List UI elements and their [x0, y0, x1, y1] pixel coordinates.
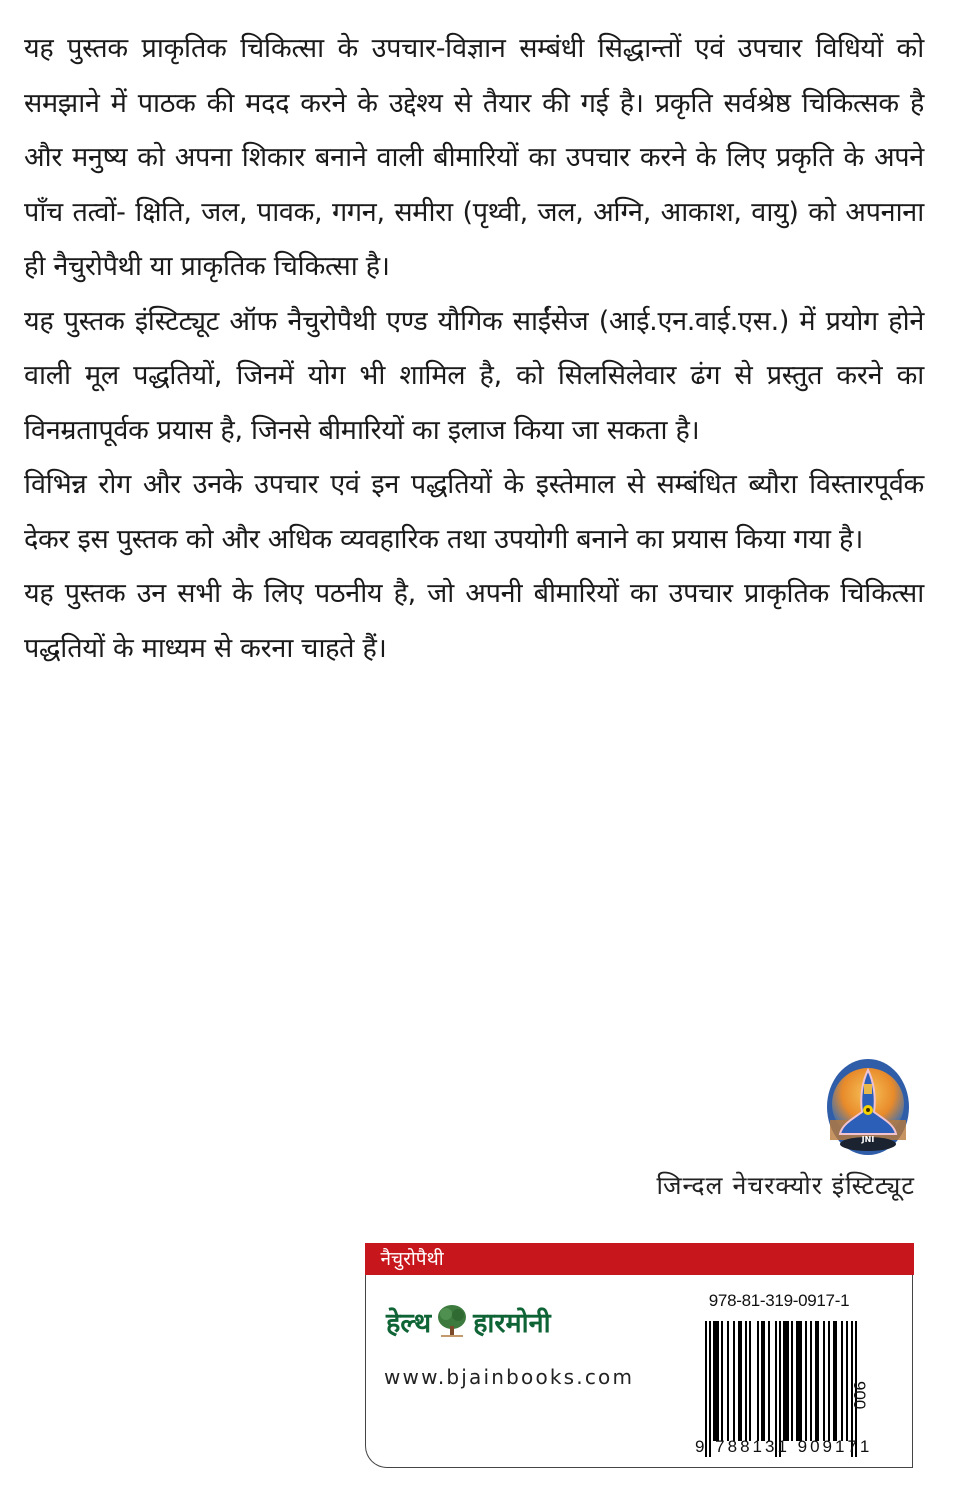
meditation-figure-logo-icon — [826, 1058, 910, 1156]
brand-left-text: हेल्थ — [386, 1308, 432, 1339]
paragraph-2: यह पुस्तक इंस्टिट्यूट ऑफ नैचुरोपैथी एण्ड यौगिक साईंसेज (आई.एन.वाई.एस.) में प्रयोग होने वाली मूल पद्धतियों, जिनमें योग भी शामिल है, को सिलसिलेवार ढंग से प्रस्तुत करने का विनम्रतापूर्वक प्रयास है, जिनसे बीमारियों का इलाज किया जा सकता है। — [24, 305, 924, 446]
category-label: नैचुरोपैथी — [365, 1243, 914, 1275]
paragraph-1: यह पुस्तक प्राकृतिक चिकित्सा के उपचार-विज्ञान सम्बंधी सिद्धान्तों एवं उपचार विधियों को समझाने में पाठक की मदद करने के उद्देश्य से तैयार की गई है। प्रकृति सर्वश्रेष्ठ चिकित्सक है और मनुष्य को अपना शिकार बनाने वाली बीमारियों का उपचार करने के लिए प्रकृति के अपने पाँच तत्वों- क्षिति, जल, पावक, गगन, समीरा (पृथ्वी, जल, अग्नि, आकाश, वायु) को अपनाना ही नैचुरोपैथी या प्राकृतिक चिकित्सा है। — [24, 33, 924, 282]
paragraph-3: विभिन्न रोग और उनके उपचार एवं इन पद्धतियों के इस्तेमाल से सम्बंधित ब्यौरा विस्तारपूर्वक देकर इस पुस्तक को और अधिक व्यवहारिक तथा उपयोगी बनाने का प्रयास किया गया है। — [24, 469, 924, 555]
brand-right-text: हारमोनी — [473, 1308, 551, 1339]
publisher-brand — [386, 1303, 551, 1340]
publisher-box — [365, 1243, 913, 1468]
price-addon-code: 900 — [850, 1381, 869, 1410]
svg-text:JNI: JNI — [861, 1135, 875, 1144]
back-cover-description — [24, 22, 924, 676]
tree-icon — [437, 1304, 467, 1340]
website-link[interactable]: www.bjainbooks.com — [384, 1365, 635, 1389]
paragraph-4: यह पुस्तक उन सभी के लिए पठनीय है, जो अपनी बीमारियों का उपचार प्राकृतिक चिकित्सा पद्धतियों के माध्यम से करना चाहते हैं। — [24, 578, 924, 664]
institute-name: जिन्दल नेचरक्योर इंस्टिट्यूट — [656, 1171, 915, 1200]
barcode-digits: 9 788131 909171 — [695, 1437, 873, 1456]
isbn-number: 978-81-319-0917-1 — [708, 1291, 850, 1310]
institute-logo — [826, 1058, 910, 1156]
